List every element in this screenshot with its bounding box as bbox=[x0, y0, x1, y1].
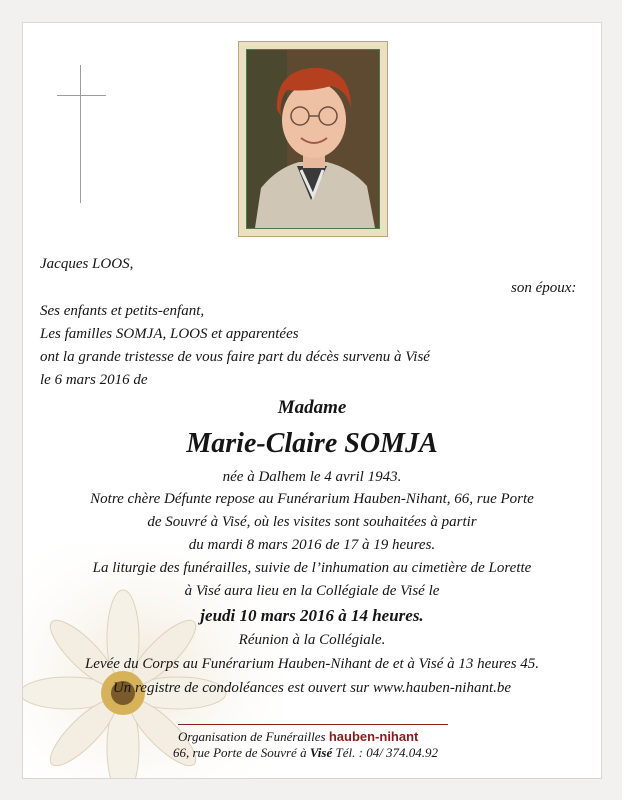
family-line: Les familles SOMJA, LOOS et apparentées bbox=[40, 326, 299, 342]
portrait-illustration bbox=[247, 50, 379, 228]
birth-line: née à Dalhem le 4 avril 1943. bbox=[222, 469, 402, 485]
footer-organisation bbox=[178, 729, 418, 745]
footer-phone: Tél. : 04/ 374.04.92 bbox=[335, 745, 439, 760]
footer-divider bbox=[178, 724, 448, 725]
meeting-line: Réunion à la Collégiale. bbox=[238, 632, 386, 648]
brand-logo: hauben-nihant bbox=[328, 729, 419, 744]
visit-line: Notre chère Défunte repose au Funérarium Hauben-Nihant, 66, rue Porte bbox=[90, 491, 534, 507]
footer-address-prefix: 66, rue Porte de Souvré à bbox=[173, 745, 307, 760]
cross-icon-bar bbox=[57, 95, 106, 96]
registry-line: Un registre de condoléances est ouvert sur www.hauben-nihant.be bbox=[112, 680, 512, 696]
honorific: Madame bbox=[277, 397, 347, 418]
spouse-role: son époux: bbox=[511, 280, 577, 296]
cross-icon bbox=[80, 65, 81, 203]
obituary-card bbox=[22, 22, 602, 779]
portrait-photo bbox=[246, 49, 380, 229]
portrait-frame bbox=[238, 41, 388, 237]
footer-address-city: Visé bbox=[309, 745, 333, 760]
liturgy-line: à Visé aura lieu en la Collégiale de Visé le bbox=[184, 583, 440, 599]
liturgy-line: La liturgie des funérailles, suivie de l’inhumation au cimetière de Lorette bbox=[92, 560, 532, 576]
family-line: ont la grande tristesse de vous faire part du décès survenu à Visé bbox=[40, 349, 430, 365]
levee-line: Levée du Corps au Funérarium Hauben-Nihant de et à Visé à 13 heures 45. bbox=[84, 656, 540, 672]
visit-line: du mardi 8 mars 2016 de 17 à 19 heures. bbox=[188, 537, 436, 553]
family-line: Ses enfants et petits-enfant, bbox=[40, 303, 205, 319]
visit-line: de Souvré à Visé, où les visites sont souhaitées à partir bbox=[147, 514, 477, 530]
footer-address bbox=[173, 745, 438, 761]
family-line: le 6 mars 2016 de bbox=[40, 372, 148, 388]
ceremony-datetime: jeudi 10 mars 2016 à 14 heures. bbox=[200, 606, 424, 625]
footer-org-label: Organisation de Funérailles bbox=[178, 729, 326, 744]
deceased-name: Marie-Claire SOMJA bbox=[186, 428, 438, 459]
spouse-name: Jacques LOOS, bbox=[40, 256, 134, 272]
